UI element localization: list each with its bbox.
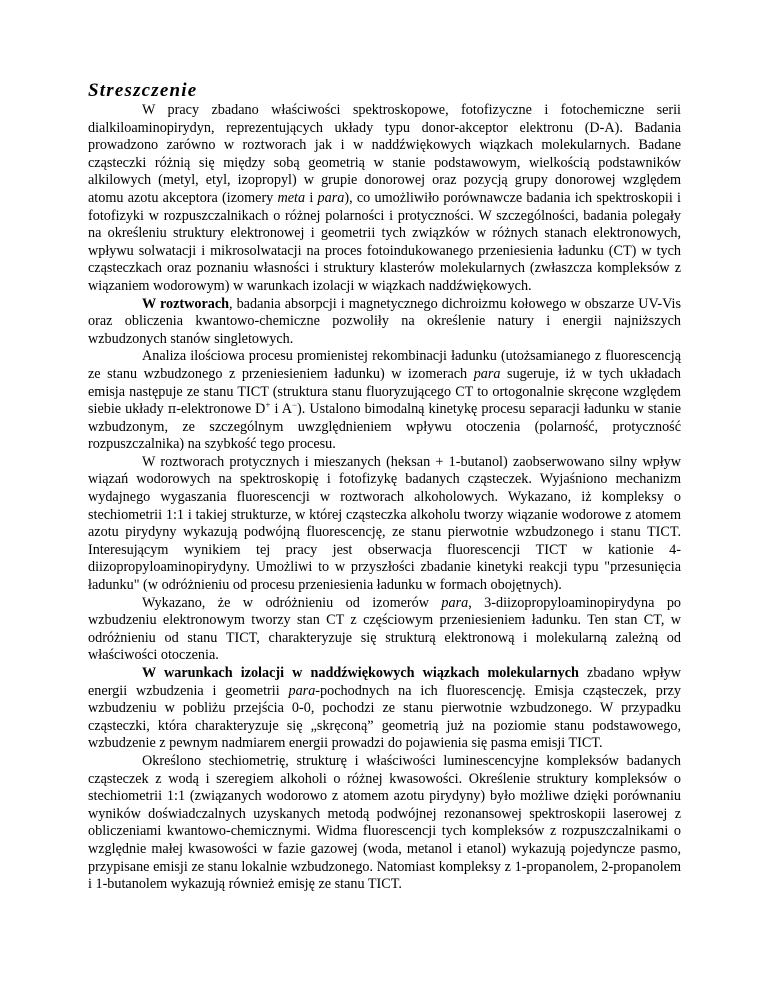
paragraph-3-text-a: Analiza ilościowa procesu promienistej rekombinacji ładunku (utożsamianego z fluorescencją ze stanu wzbudzonego z przeniesieniem ładunku) w izomerach — [88, 348, 681, 382]
term-para: para — [288, 682, 316, 699]
term-para: para — [441, 594, 469, 611]
paragraph-3-text-d: i A — [270, 401, 292, 418]
term-meta: meta — [277, 189, 306, 206]
paragraph-7: Określono stechiometrię, strukturę i właściwości luminescencyjne kompleksów badanych cząsteczek z wodą i szeregiem alkoholi o różnej kwasowości. Określenie struktury kompleksów o stechiometrii 1:1 (związanych wodorowo z atomem azotu pirydyny) było możliwe dzięki porównaniu wyników doświadczalnych uzyskanych metodą podwójnej rezonansowej spektroskopii laserowej z obliczeniami kwantowo-chemicznymi. Widma fluorescencji tych kompleksów z rozpuszczalnikami o względnie małej kwasowości w fazie gazowej (woda, metanol i etanol) wykazują pojedyncze pasmo, przypisane emisji ze stanu lokalnie wzbudzonego. Natomiast kompleksy z 1-propanolem, 2-propanolem i 1-butanolem wykazują również emisję ze stanu TICT. — [88, 752, 681, 893]
paragraph-1-text: W pracy zbadano właściwości spektroskopowe, fotofizyczne i fotochemiczne serii dialkiloaminopirydyn, reprezentujących układy typu donor-akceptor elektronu (D-A). Badania prowadzono zarówno w roztworach jak i w naddźwiękowych wiązkach molekularnych. Badane cząsteczki różnią się między sobą geometrią w stanie podstawowym, wielkością podstawników alkilowych (metyl, etyl, izopropyl) w grupie donorowej oraz pozycją grupy donorowej względem atomu azotu akceptora (izomery — [88, 102, 681, 206]
paragraph-3-text-c: -elektronowe D — [176, 401, 266, 418]
paragraph-2-text: , badania absorpcji i magnetycznego dichroizmu kołowego w obszarze UV-Vis oraz obliczenia kwantowo-chemiczne pozwoliły na określenie natury i energii najniższych wzbudzonych stanów singletowych. — [88, 295, 681, 347]
pi-symbol: π — [167, 402, 177, 418]
abstract-section — [88, 80, 681, 894]
paragraph-2 — [88, 296, 681, 349]
plus-superscript: + — [265, 400, 271, 411]
term-para: para — [317, 189, 345, 206]
term-para: para — [473, 365, 501, 382]
paragraph-4: W roztworach protycznych i mieszanych (heksan + 1-butanol) zaobserwowano silny wpływ wiązań wodorowych na spektroskopię i fotofizykę badanych cząsteczek. Wyjaśniono mechanizm wydajnego wygaszania fluorescencji w roztworach alkoholowych. Wykazano, iż kompleksy o stechiometrii 1:1 i takiej strukturze, w której cząsteczka alkoholu tworzy wiązanie wodorowe z atomem azotu pirydyny wykazują podwójną fluorescencję, ze stanu pierwotnie wzbudzonego i stanu TICT. Interesującym wynikiem tej pracy jest obserwacja fluorescencji TICT w kationie 4-diizopropyloaminopirydyny. Umożliwi to w przyszłości zbadanie kinetyki reakcji typu "przesunięcia ładunku" (w odróżnieniu od procesu przeniesienia ładunku w formach obojętnych). — [88, 453, 681, 594]
paragraph-5 — [88, 595, 681, 665]
paragraph-1 — [88, 102, 681, 296]
paragraph-6-lead: W warunkach izolacji w naddźwiękowych wiązkach molekularnych — [142, 665, 579, 681]
paragraph-6-text-a: zbadano wpływ energii wzbudzenia i geometrii — [88, 665, 682, 699]
paragraph-2-lead: W roztworach — [142, 295, 230, 312]
paragraph-1-conj: i — [305, 189, 318, 206]
paragraph-6-text-b: -pochodnych na ich fluorescencję. Emisja cząsteczek, przy wzbudzeniu w pobliżu przejścia 0-0, pochodzi ze stanu pierwotnie wzbudzonego. W przypadku cząsteczki, która charakteryzuje się „skręconą” geometrią już na poziomie stanu podstawowego, wzbudzenie z pewnym nadmiarem energii prowadzi do pojawienia się pasma emisji TICT. — [88, 682, 681, 752]
paragraph-3-text-e: ). Ustalono bimodalną kinetykę procesu separacji ładunku w stanie wzbudzonym, ze szczególnym uwzględnieniem wpływu otoczenia (polarność, protyczność rozpuszczalnika) na szybkość tego procesu. — [88, 401, 682, 453]
paragraph-5-text-b: , 3-diizopropyloaminopirydyna po wzbudzeniu elektronowym tworzy stan CT z częściowym przeniesieniem ładunku. Ten stan CT, w odróżnieniu od stanu TICT, charakteryzuje się strukturą elektronową i molekularną zależną od właściwości otoczenia. — [88, 594, 682, 664]
paragraph-6 — [88, 665, 681, 753]
paragraph-1-text-end: ), co umożliwiło porównawcze badania ich spektroskopii i fotofizyki w rozpuszczalnikach o różnej polarności i protyczności. W szczególności, badania polegały na określeniu struktury elektronowej i geometrii tych związków w różnych stanach elektronowych, wpływu solwatacji i mikrosolwatacji na proces fotoindukowanego przeniesienia ładunku (CT) w tych cząsteczkach oraz poznaniu własności i struktury klasterów molekularnych (zwłaszcza kompleksów z wiązaniem wodorowym) w warunkach izolacji w wiązkach naddźwiękowych. — [88, 189, 681, 294]
paragraph-3 — [88, 348, 681, 454]
paragraph-3-text-b: sugeruje, iż w tych układach emisja następuje ze stanu TICT (struktura stanu fluoryzującego CT to ortogonalnie skręcone względem siebie układy — [88, 365, 681, 418]
minus-superscript: − — [291, 400, 298, 411]
abstract-title: Streszczenie — [88, 80, 198, 101]
paragraph-5-text-a: Wykazano, że w odróżnieniu od izomerów — [142, 594, 442, 611]
